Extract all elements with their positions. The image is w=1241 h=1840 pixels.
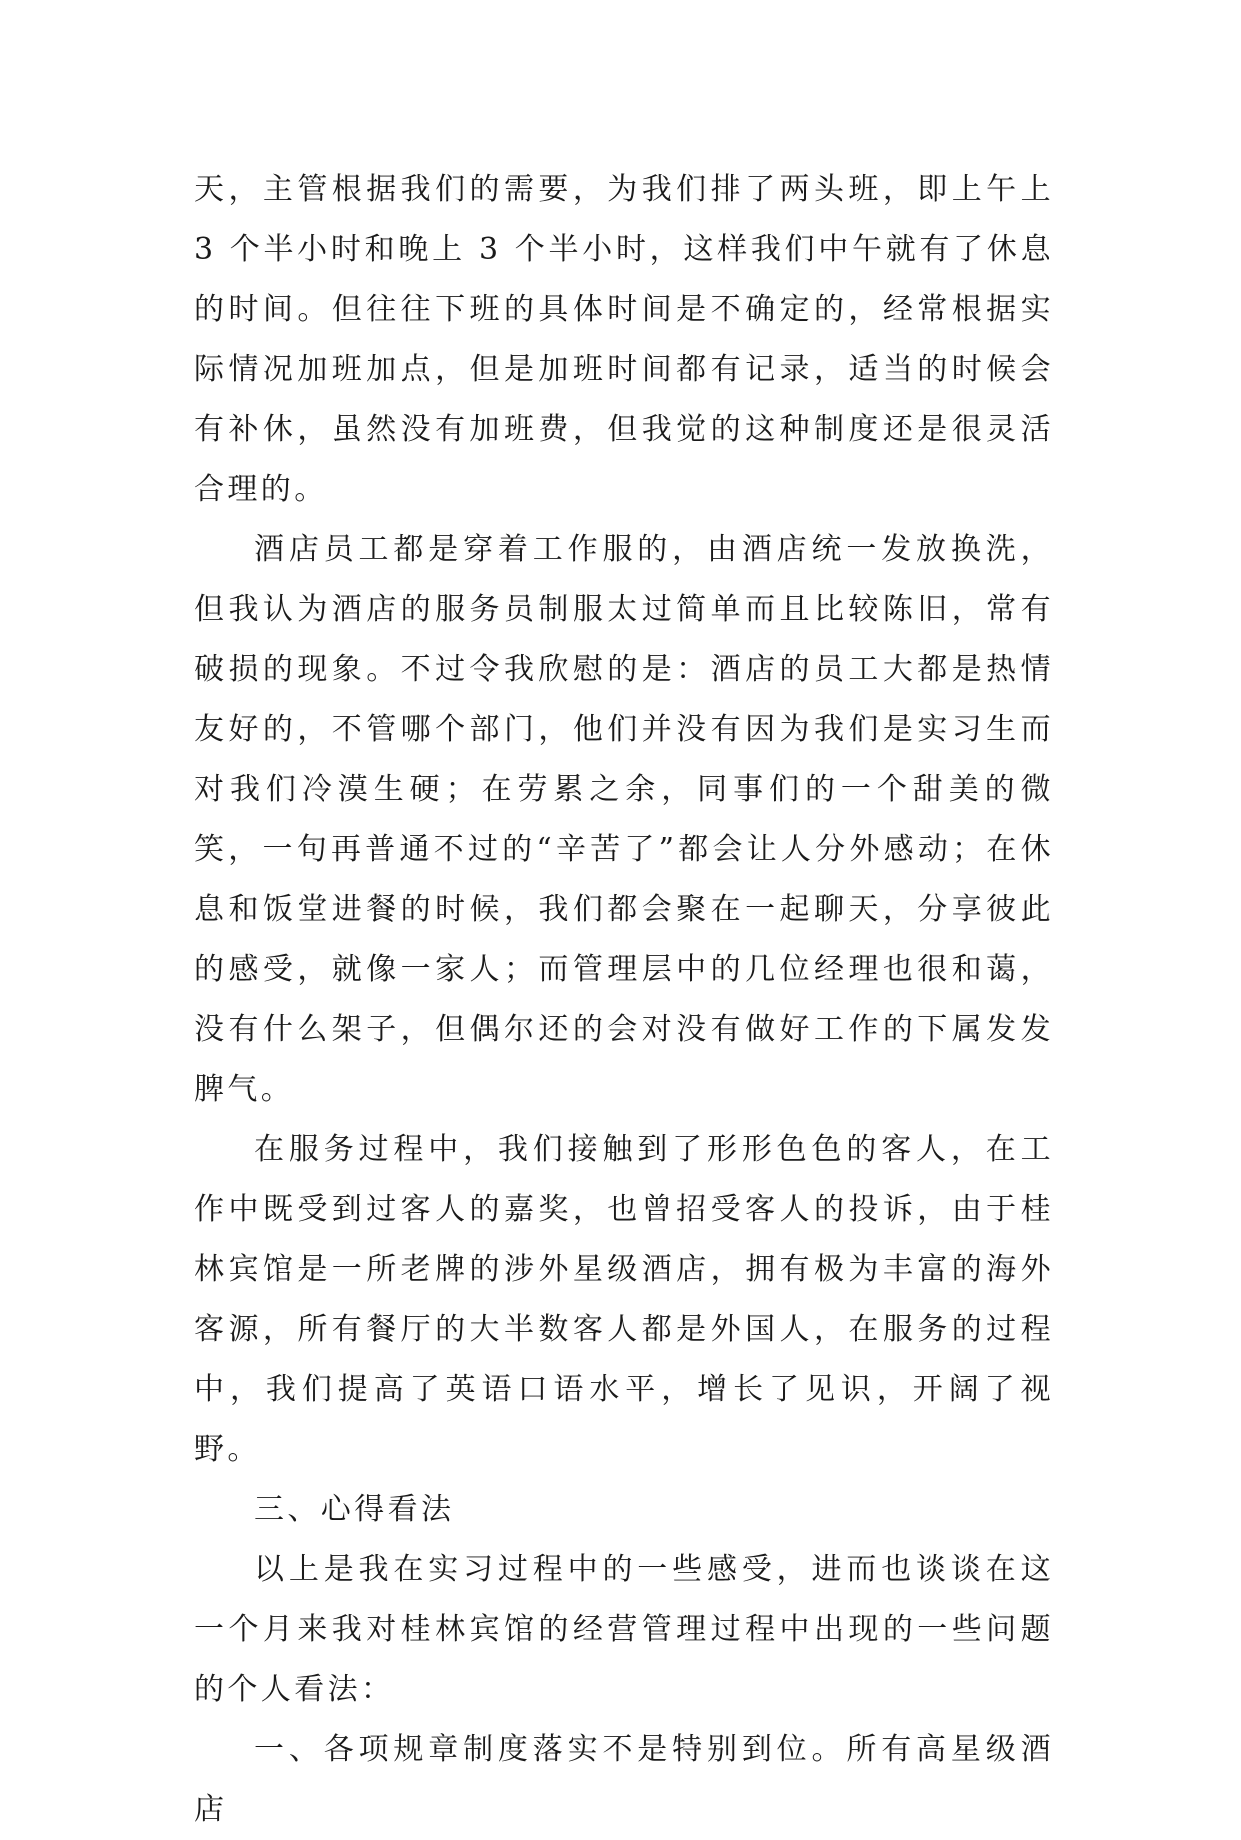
paragraph-shift-schedule: 天，主管根据我们的需要，为我们排了两头班，即上午上 3 个半小时和晚上 3 个半小时，这样我们中午就有了休息的时间。但往往下班的具体时间是不确定的，经常根据实际情况加班加点，但是加班时间都有记录，适当的时候会有补休，虽然没有加班费，但我觉的这种制度还是很灵活合理的。 [194, 172, 1054, 507]
paragraph-uniform-and-colleagues: 酒店员工都是穿着工作服的，由酒店统一发放换洗，但我认为酒店的服务员制服太过简单而且比较陈旧，常有破损的现象。不过令我欣慰的是：酒店的员工大都是热情友好的，不管哪个部门，他们并没有因为我们是实习生而对我们冷漠生硬；在劳累之余，同事们的一个甜美的微笑，一句再普通不过的“辛苦了”都会让人分外感动；在休息和饭堂进餐的时候，我们都会聚在一起聊天，分享彼此的感受，就像一家人；而管理层中的几位经理也很和蔼，没有什么架子，但偶尔还的会对没有做好工作的下属发发脾气。 [194, 532, 1054, 1107]
paragraph-service-experience: 在服务过程中，我们接触到了形形色色的客人，在工作中既受到过客人的嘉奖，也曾招受客人的投诉，由于桂林宾馆是一所老牌的涉外星级酒店，拥有极为丰富的海外客源，所有餐厅的大半数客人都是外国人，在服务的过程中，我们提高了英语口语水平，增长了见识，开阔了视野。 [194, 1132, 1054, 1467]
document-body [194, 160, 1054, 1840]
paragraph-opinions-intro: 以上是我在实习过程中的一些感受，进而也谈谈在这一个月来我对桂林宾馆的经营管理过程中出现的一些问题的个人看法： [194, 1552, 1054, 1707]
section-heading-opinions: 三、心得看法 [254, 1492, 455, 1527]
paragraph-point-one: 一、各项规章制度落实不是特别到位。所有高星级酒店 [194, 1732, 1054, 1827]
